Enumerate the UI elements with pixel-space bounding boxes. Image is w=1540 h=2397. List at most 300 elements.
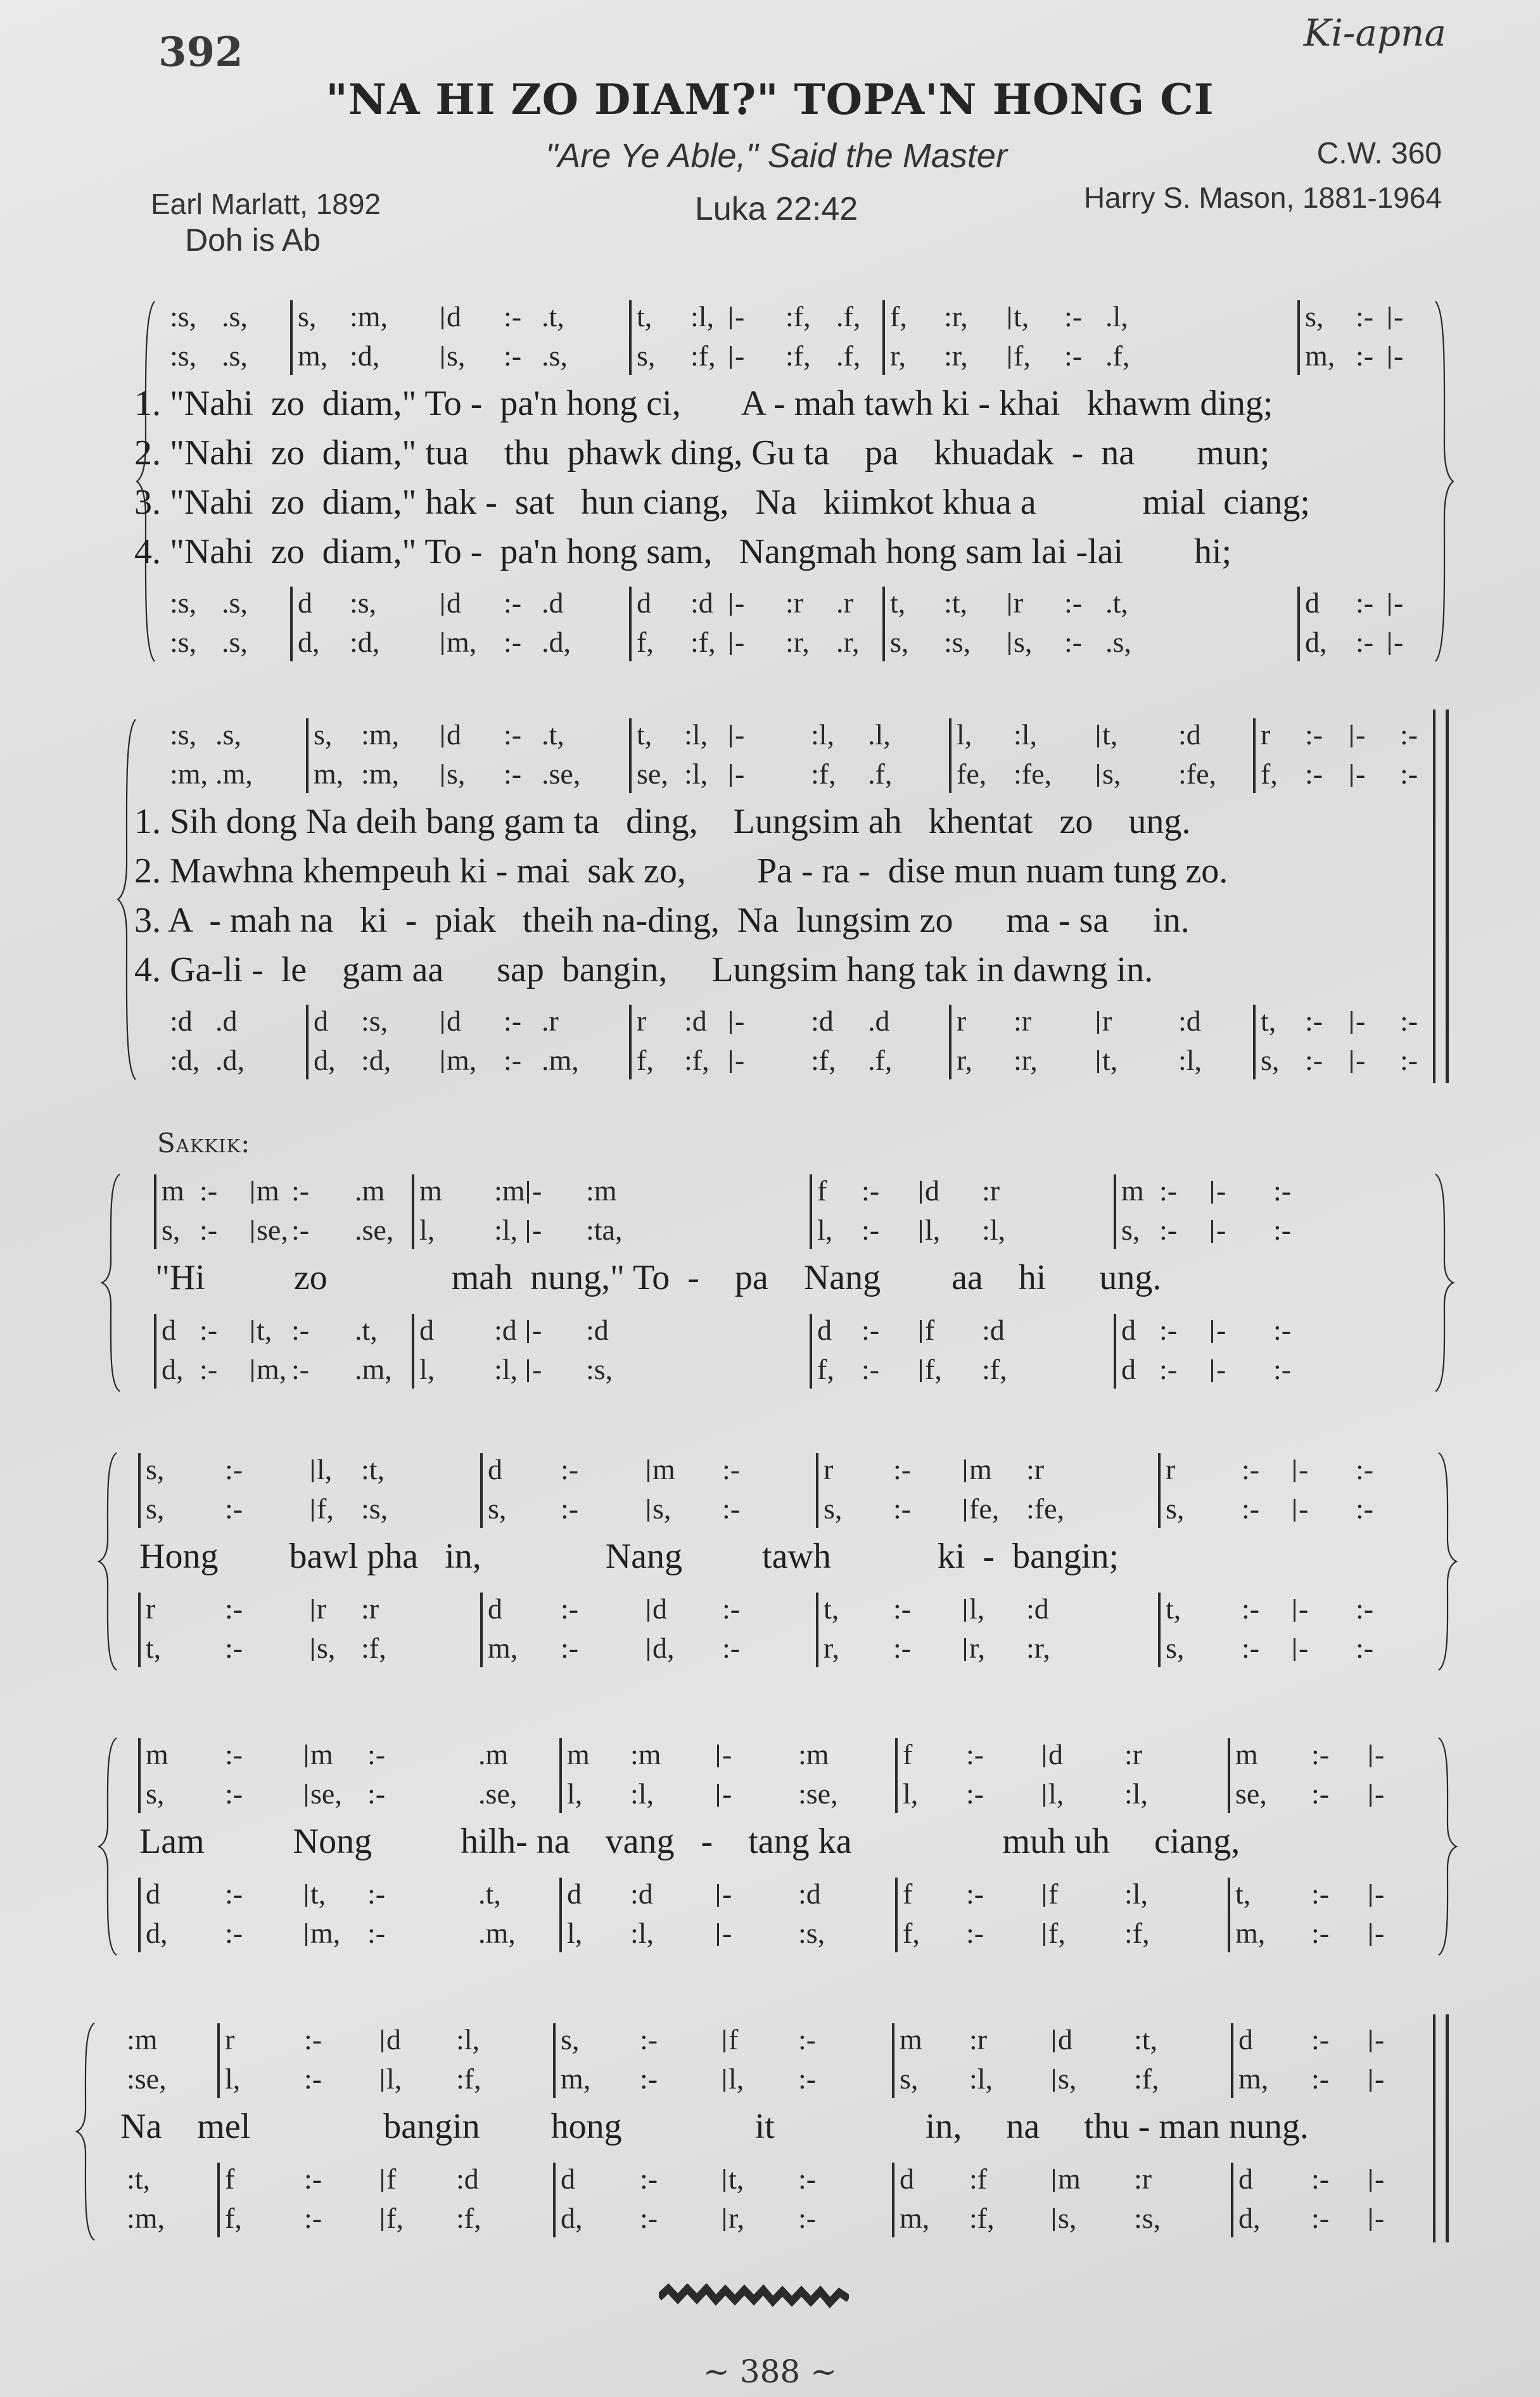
solfa-note: - bbox=[1375, 1777, 1385, 1810]
solfa-note: - bbox=[722, 1917, 732, 1949]
solfa-note: :- bbox=[1400, 718, 1418, 751]
music-system bbox=[0, 716, 1540, 1083]
half-barline bbox=[442, 593, 443, 616]
solfa-note: - bbox=[1375, 2163, 1385, 2195]
solfa-note: :f, bbox=[684, 1044, 710, 1076]
solfa-note: :- bbox=[1305, 1044, 1323, 1076]
solfa-note: .s, bbox=[1105, 626, 1131, 658]
solfa-note: :m, bbox=[350, 300, 388, 333]
solfa-note: d bbox=[1305, 587, 1320, 619]
solfa-note: :- bbox=[1400, 1044, 1418, 1076]
solfa-note: d bbox=[561, 2163, 575, 2195]
solfa-note: :l, bbox=[1124, 1878, 1149, 1910]
solfa-note: :d, bbox=[361, 1044, 391, 1076]
solfa-note: m, bbox=[447, 626, 477, 658]
solfa-note: d bbox=[1238, 2163, 1253, 2195]
solfa-note: :- bbox=[367, 1878, 386, 1910]
half-barline bbox=[305, 1745, 307, 1767]
solfa-note: :l, bbox=[630, 1777, 654, 1810]
solfa-note: d, bbox=[298, 626, 320, 658]
solfa-note: f bbox=[925, 1314, 935, 1346]
half-barline bbox=[1389, 307, 1390, 329]
barline bbox=[138, 1593, 141, 1667]
solfa-note: f, bbox=[637, 1044, 654, 1076]
solfa-note: s, bbox=[1058, 2063, 1077, 2095]
solfa-note: t, bbox=[729, 2163, 744, 2195]
half-barline bbox=[1351, 1011, 1352, 1034]
solfa-note: :- bbox=[561, 1593, 579, 1625]
solfa-note: :m bbox=[127, 2023, 158, 2056]
solfa-note: :s, bbox=[350, 587, 377, 619]
solfa-note: :s, bbox=[170, 718, 197, 751]
solfa-note: :- bbox=[504, 718, 522, 751]
solfa-note: d bbox=[567, 1878, 582, 1910]
solfa-note: s, bbox=[146, 1453, 165, 1485]
half-barline bbox=[964, 1459, 966, 1482]
solfa-note: f, bbox=[317, 1492, 334, 1525]
solfa-note: :- bbox=[1356, 1593, 1374, 1625]
final-barline bbox=[1446, 2014, 1449, 2242]
solfa-note: s, bbox=[146, 1777, 165, 1810]
solfa-note: - bbox=[735, 718, 745, 751]
solfa-note: d, bbox=[652, 1632, 675, 1664]
solfa-note: - bbox=[1375, 2063, 1385, 2095]
half-barline bbox=[1389, 632, 1390, 655]
solfa-note: :- bbox=[862, 1314, 880, 1346]
solfa-note: :- bbox=[893, 1593, 912, 1625]
solfa-note: m, bbox=[488, 1632, 518, 1664]
solfa-note: m, bbox=[1238, 2063, 1269, 2095]
solfa-note: .t, bbox=[355, 1314, 378, 1346]
verse-line-3: 3. A - mah na ki - piak theih na-ding, Na lungsim zo ma - sa in. bbox=[134, 901, 1190, 940]
music-system bbox=[0, 1736, 1540, 1957]
solfa-note: .d, bbox=[542, 626, 571, 658]
half-barline bbox=[1097, 725, 1099, 747]
half-barline bbox=[305, 1923, 307, 1946]
voice-bass bbox=[0, 1041, 1540, 1079]
solfa-note: :s, bbox=[798, 1917, 825, 1949]
solfa-note: m, bbox=[257, 1353, 287, 1385]
barline bbox=[949, 718, 951, 793]
key-signature: Doh is Ab bbox=[185, 222, 321, 258]
half-barline bbox=[1053, 2169, 1055, 2192]
solfa-note: .s, bbox=[222, 340, 248, 372]
half-barline bbox=[442, 307, 443, 329]
solfa-note: .m bbox=[478, 1738, 509, 1771]
half-barline bbox=[251, 1320, 253, 1343]
solfa-note: :s, bbox=[361, 1005, 388, 1037]
half-barline bbox=[1389, 346, 1390, 369]
solfa-note: :fe, bbox=[1026, 1492, 1065, 1525]
solfa-note: :s, bbox=[170, 587, 197, 619]
half-barline bbox=[442, 346, 443, 369]
barline bbox=[480, 1593, 483, 1667]
solfa-note: :- bbox=[1311, 1738, 1330, 1771]
solfa-note: :d bbox=[494, 1314, 517, 1346]
barline bbox=[412, 1174, 414, 1249]
solfa-note: r bbox=[1166, 1453, 1176, 1485]
solfa-note: r, bbox=[824, 1632, 839, 1664]
final-barline bbox=[1433, 2014, 1435, 2242]
solfa-note: :fe, bbox=[1014, 758, 1052, 790]
solfa-note: :t, bbox=[361, 1453, 385, 1485]
solfa-note: :- bbox=[367, 1738, 386, 1771]
half-barline bbox=[647, 1638, 649, 1661]
composer: Harry S. Mason, 1881-1964 bbox=[1083, 181, 1442, 214]
solfa-note: m bbox=[652, 1453, 675, 1485]
solfa-note: :t, bbox=[1134, 2023, 1158, 2056]
solfa-note: :- bbox=[1242, 1632, 1260, 1664]
half-barline bbox=[381, 2169, 383, 2192]
solfa-note: t, bbox=[1014, 300, 1029, 333]
solfa-note: r bbox=[1102, 1005, 1112, 1037]
solfa-note: r bbox=[146, 1593, 156, 1625]
solfa-note: :- bbox=[1242, 1593, 1260, 1625]
solfa-note: l, bbox=[817, 1214, 833, 1246]
half-barline bbox=[1370, 1923, 1371, 1946]
voice-bass bbox=[0, 1351, 1540, 1389]
verse-line-2: 2. "Nahi zo diam," tua thu phawk ding, Gu ta pa khuadak - na mun; bbox=[134, 433, 1270, 473]
solfa-note: .t, bbox=[1105, 587, 1128, 619]
solfa-note: :- bbox=[1273, 1214, 1292, 1246]
solfa-note: :r bbox=[982, 1174, 1000, 1207]
solfa-note: :- bbox=[367, 1917, 386, 1949]
barline bbox=[290, 300, 293, 375]
solfa-note: :- bbox=[561, 1632, 579, 1664]
solfa-note: s, bbox=[824, 1492, 843, 1525]
solfa-note: :m bbox=[630, 1738, 661, 1771]
solfa-note: d, bbox=[314, 1044, 336, 1076]
half-barline bbox=[920, 1220, 922, 1243]
barline bbox=[559, 1738, 562, 1813]
solfa-note: - bbox=[735, 587, 745, 619]
solfa-note: t, bbox=[637, 718, 652, 751]
solfa-note: :- bbox=[200, 1314, 218, 1346]
solfa-note: m bbox=[162, 1174, 184, 1207]
half-barline bbox=[964, 1638, 966, 1661]
half-barline bbox=[730, 307, 732, 329]
solfa-note: :- bbox=[862, 1353, 880, 1385]
chorus-lyric-line: Hong bawl pha in, Nang tawh ki - bangin; bbox=[139, 1537, 1119, 1576]
solfa-note: :- bbox=[200, 1353, 218, 1385]
solfa-note: f, bbox=[925, 1353, 942, 1385]
solfa-note: :- bbox=[1273, 1353, 1292, 1385]
half-barline bbox=[312, 1459, 314, 1482]
solfa-note: :s, bbox=[1134, 2202, 1161, 2234]
barline bbox=[629, 718, 632, 793]
solfa-note: - bbox=[735, 758, 745, 790]
half-barline bbox=[1211, 1220, 1213, 1243]
solfa-note: :m bbox=[494, 1174, 525, 1207]
half-barline bbox=[312, 1499, 314, 1522]
half-barline bbox=[527, 1181, 529, 1204]
solfa-note: :m, bbox=[361, 758, 400, 790]
solfa-note: :d bbox=[690, 587, 713, 619]
solfa-note: se, bbox=[310, 1777, 342, 1810]
voice-bass bbox=[0, 623, 1540, 661]
solfa-note: :- bbox=[893, 1492, 912, 1525]
solfa-note: r, bbox=[969, 1632, 985, 1664]
solfa-note: :- bbox=[1356, 1492, 1374, 1525]
solfa-note: :l, bbox=[494, 1214, 518, 1246]
solfa-note: :l, bbox=[456, 2023, 480, 2056]
barline bbox=[1158, 1453, 1161, 1528]
solfa-note: f bbox=[817, 1174, 827, 1207]
barline bbox=[1297, 300, 1300, 375]
solfa-note: :- bbox=[1311, 1777, 1330, 1810]
solfa-note: :- bbox=[1064, 626, 1083, 658]
solfa-note: :- bbox=[1356, 340, 1374, 372]
solfa-note: t, bbox=[1102, 718, 1118, 751]
solfa-note: .m, bbox=[478, 1917, 516, 1949]
solfa-note: :- bbox=[1356, 587, 1374, 619]
solfa-note: :f, bbox=[786, 300, 811, 333]
solfa-note: d bbox=[447, 1005, 461, 1037]
solfa-note: :d bbox=[586, 1314, 609, 1346]
solfa-note: f, bbox=[386, 2202, 404, 2234]
solfa-note: - bbox=[532, 1314, 542, 1346]
solfa-note: :d, bbox=[350, 340, 380, 372]
solfa-note: d bbox=[447, 587, 461, 619]
half-barline bbox=[723, 2069, 725, 2092]
solfa-note: :r bbox=[786, 587, 804, 619]
half-barline bbox=[1009, 346, 1010, 369]
solfa-note: :- bbox=[504, 300, 522, 333]
half-barline bbox=[381, 2208, 383, 2231]
half-barline bbox=[920, 1359, 922, 1382]
solfa-note: :- bbox=[504, 1044, 522, 1076]
solfa-note: - bbox=[1375, 2023, 1385, 2056]
solfa-note: f bbox=[729, 2023, 739, 2056]
solfa-note: .d bbox=[542, 587, 564, 619]
solfa-note: .l, bbox=[868, 718, 891, 751]
half-barline bbox=[442, 725, 443, 747]
voice-alto bbox=[0, 337, 1540, 375]
half-barline bbox=[1043, 1745, 1045, 1767]
solfa-note: :- bbox=[304, 2023, 322, 2056]
half-barline bbox=[1211, 1359, 1213, 1382]
solfa-note: :- bbox=[722, 1453, 741, 1485]
half-barline bbox=[1389, 593, 1390, 616]
barline bbox=[816, 1593, 818, 1667]
solfa-note: :- bbox=[722, 1492, 741, 1525]
solfa-note: :- bbox=[893, 1632, 912, 1664]
half-barline bbox=[305, 1884, 307, 1907]
music-system bbox=[0, 298, 1540, 665]
solfa-note: :f, bbox=[811, 1044, 836, 1076]
solfa-note: se, bbox=[637, 758, 668, 790]
solfa-note: :- bbox=[225, 1917, 243, 1949]
solfa-note: d bbox=[447, 718, 461, 751]
solfa-note: :d bbox=[798, 1878, 821, 1910]
half-barline bbox=[1370, 2208, 1371, 2231]
half-barline bbox=[251, 1220, 253, 1243]
solfa-note: f bbox=[386, 2163, 397, 2195]
half-barline bbox=[647, 1599, 649, 1622]
barline bbox=[138, 1453, 141, 1528]
solfa-note: - bbox=[532, 1214, 542, 1246]
solfa-note: s, bbox=[1305, 300, 1324, 333]
barline bbox=[1228, 1738, 1230, 1813]
solfa-note: f, bbox=[1048, 1917, 1066, 1949]
solfa-note: :r bbox=[361, 1593, 379, 1625]
voice-tenor bbox=[0, 1311, 1540, 1349]
reference-code: C.W. 360 bbox=[1316, 137, 1442, 170]
solfa-note: :m bbox=[798, 1738, 829, 1771]
solfa-note: :- bbox=[1311, 2163, 1330, 2195]
hymn-title: "NA HI ZO DIAM?" TOPA'N HONG CI bbox=[326, 75, 1214, 124]
solfa-note: :t, bbox=[944, 587, 968, 619]
barline bbox=[154, 1314, 156, 1389]
voice-soprano bbox=[0, 716, 1540, 754]
solfa-note: :- bbox=[798, 2023, 817, 2056]
solfa-note: :f, bbox=[690, 340, 716, 372]
ornament-divider-icon bbox=[659, 2284, 849, 2309]
solfa-note: :- bbox=[1064, 587, 1083, 619]
solfa-note: :- bbox=[1273, 1174, 1292, 1207]
solfa-note: :- bbox=[1064, 340, 1083, 372]
solfa-note: :r, bbox=[786, 626, 810, 658]
solfa-note: :- bbox=[367, 1777, 386, 1810]
solfa-note: l, bbox=[1048, 1777, 1064, 1810]
solfa-note: :- bbox=[966, 1878, 984, 1910]
half-barline bbox=[1053, 2208, 1055, 2231]
solfa-note: f, bbox=[890, 300, 907, 333]
solfa-note: - bbox=[1394, 300, 1404, 333]
solfa-note: .f, bbox=[1105, 340, 1130, 372]
barline bbox=[154, 1174, 156, 1249]
solfa-note: l, bbox=[729, 2063, 744, 2095]
solfa-note: :f, bbox=[1134, 2063, 1159, 2095]
solfa-note: - bbox=[1394, 626, 1404, 658]
left-brace-icon bbox=[95, 1451, 120, 1675]
solfa-note: f, bbox=[1014, 340, 1031, 372]
solfa-note: m, bbox=[298, 340, 328, 372]
half-barline bbox=[920, 1320, 922, 1343]
solfa-note: .t, bbox=[542, 300, 564, 333]
solfa-note: f, bbox=[1261, 758, 1278, 790]
solfa-note: m bbox=[969, 1453, 992, 1485]
solfa-note: f bbox=[225, 2163, 235, 2195]
solfa-note: m, bbox=[561, 2063, 591, 2095]
solfa-note: - bbox=[1216, 1174, 1226, 1207]
solfa-note: :- bbox=[1311, 1878, 1330, 1910]
half-barline bbox=[305, 1784, 307, 1807]
solfa-note: :- bbox=[1242, 1453, 1260, 1485]
solfa-note: r bbox=[317, 1593, 327, 1625]
lyricist: Earl Marlatt, 1892 bbox=[151, 188, 381, 220]
solfa-note: s, bbox=[447, 758, 466, 790]
half-barline bbox=[1009, 307, 1010, 329]
solfa-note: d bbox=[900, 2163, 914, 2195]
solfa-note: - bbox=[1356, 758, 1366, 790]
solfa-note: :se, bbox=[798, 1777, 838, 1810]
half-barline bbox=[381, 2069, 383, 2092]
solfa-note: :- bbox=[225, 1738, 243, 1771]
solfa-note: :- bbox=[1273, 1314, 1292, 1346]
solfa-note: - bbox=[1375, 1878, 1385, 1910]
half-barline bbox=[1351, 725, 1352, 747]
solfa-note: :- bbox=[225, 1777, 243, 1810]
solfa-note: :l, bbox=[982, 1214, 1006, 1246]
solfa-note: m bbox=[1058, 2163, 1081, 2195]
solfa-note: s, bbox=[890, 626, 909, 658]
solfa-note: m, bbox=[314, 758, 344, 790]
solfa-note: :f, bbox=[361, 1632, 386, 1664]
solfa-note: d bbox=[1058, 2023, 1072, 2056]
solfa-note: :- bbox=[200, 1214, 218, 1246]
solfa-note: - bbox=[1356, 1044, 1366, 1076]
half-barline bbox=[717, 1923, 719, 1946]
half-barline bbox=[1097, 764, 1099, 787]
half-barline bbox=[730, 725, 732, 747]
solfa-note: - bbox=[1299, 1453, 1309, 1485]
solfa-note: m bbox=[567, 1738, 590, 1771]
solfa-note: d bbox=[386, 2023, 401, 2056]
half-barline bbox=[1370, 1745, 1371, 1767]
half-barline bbox=[1294, 1499, 1295, 1522]
solfa-note: m bbox=[900, 2023, 922, 2056]
solfa-note: :- bbox=[1311, 1917, 1330, 1949]
solfa-note: :- bbox=[1400, 758, 1418, 790]
half-barline bbox=[723, 2169, 725, 2192]
solfa-note: :- bbox=[1311, 2202, 1330, 2234]
half-barline bbox=[723, 2030, 725, 2052]
solfa-note: :l, bbox=[690, 300, 715, 333]
solfa-note: :l, bbox=[630, 1917, 654, 1949]
verse-line-1: 1. "Nahi zo diam," To - pa'n hong ci, A - mah tawh ki - khai khawm ding; bbox=[134, 384, 1273, 423]
solfa-note: .s, bbox=[542, 340, 568, 372]
solfa-note: d bbox=[314, 1005, 328, 1037]
barline bbox=[1114, 1174, 1116, 1249]
solfa-note: :- bbox=[561, 1453, 579, 1485]
solfa-note: s, bbox=[298, 300, 317, 333]
barline bbox=[810, 1174, 812, 1249]
half-barline bbox=[1294, 1599, 1295, 1622]
barline bbox=[629, 1005, 632, 1079]
solfa-note: s, bbox=[900, 2063, 919, 2095]
solfa-note: :s, bbox=[170, 340, 197, 372]
solfa-note: :s, bbox=[944, 626, 971, 658]
solfa-note: :f, bbox=[982, 1353, 1007, 1385]
solfa-note: se, bbox=[1235, 1777, 1267, 1810]
voice-tenor bbox=[0, 1590, 1540, 1628]
solfa-note: f, bbox=[225, 2202, 242, 2234]
solfa-note: m bbox=[419, 1174, 442, 1207]
solfa-note: s, bbox=[1261, 1044, 1280, 1076]
solfa-note: :- bbox=[504, 587, 522, 619]
barline bbox=[306, 718, 309, 793]
barline bbox=[559, 1878, 562, 1952]
right-brace-icon bbox=[1432, 298, 1457, 668]
solfa-note: :m bbox=[586, 1174, 617, 1207]
solfa-note: .l, bbox=[1105, 300, 1128, 333]
solfa-note: - bbox=[1356, 718, 1366, 751]
solfa-note: d bbox=[637, 587, 651, 619]
half-barline bbox=[527, 1359, 529, 1382]
barline bbox=[895, 1738, 898, 1813]
solfa-note: :- bbox=[291, 1353, 310, 1385]
solfa-note: .m bbox=[355, 1174, 385, 1207]
barline bbox=[1231, 2023, 1233, 2098]
final-barline bbox=[1446, 709, 1449, 1083]
barline bbox=[810, 1314, 812, 1389]
solfa-note: :- bbox=[225, 1492, 243, 1525]
section-label: Ki-apna bbox=[1303, 11, 1446, 54]
barline bbox=[480, 1453, 483, 1528]
solfa-note: t, bbox=[146, 1632, 162, 1664]
solfa-note: :- bbox=[1159, 1353, 1178, 1385]
